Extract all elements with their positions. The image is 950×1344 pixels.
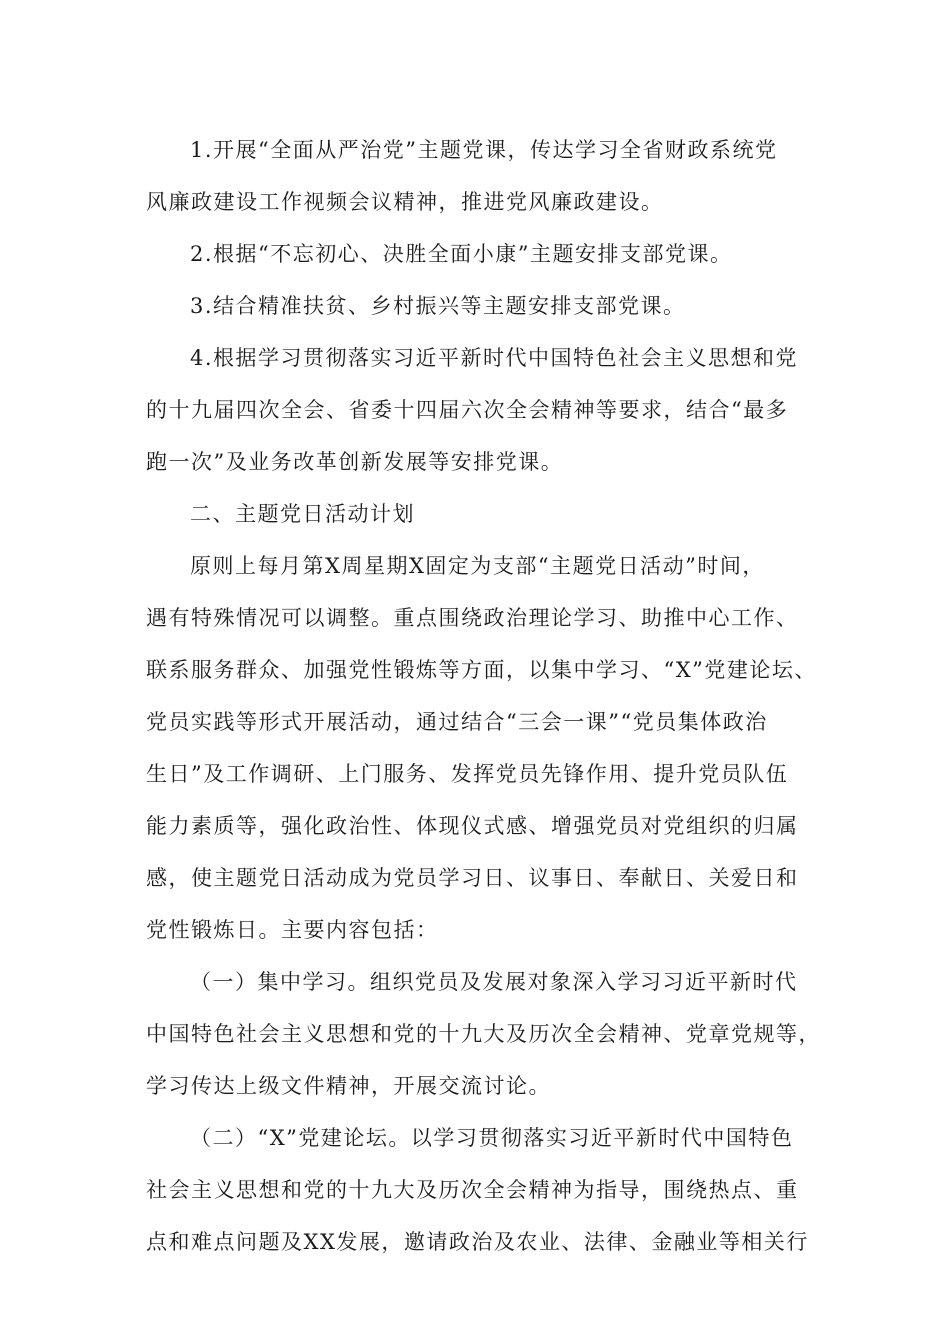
text-line: 中国特色社会主义思想和党的十九大及历次全会精神、党章党规等，	[146, 1022, 821, 1046]
text-line: 风廉政建设工作视频会议精神，推进党风廉政建设。	[146, 190, 664, 214]
text-line: 4.根据学习贯彻落实习近平新时代中国特色社会主义思想和党	[190, 346, 799, 370]
text-line: 点和难点问题及XX发展，邀请政治及农业、法律、金融业等相关行	[146, 1230, 809, 1254]
text-line: （一）集中学习。组织党员及发展对象深入学习习近平新时代	[190, 970, 798, 994]
text-line: 的十九届四次全会、省委十四届六次全会精神等要求，结合“最多	[146, 398, 789, 422]
text-line: 1.开展“全面从严治党”主题党课，传达学习全省财政系统党	[190, 138, 778, 162]
section-heading: 二、主题党日活动计划	[190, 502, 415, 526]
text-line: 2.根据“不忘初心、决胜全面小康”主题安排支部党课。	[190, 242, 733, 266]
text-line: 社会主义思想和党的十九大及历次全会精神为指导，围绕热点、重	[146, 1178, 799, 1202]
text-line: 3.结合精准扶贫、乡村振兴等主题安排支部党课。	[190, 294, 686, 318]
text-line: 原则上每月第X周星期X固定为支部“主题党日活动”时间，	[190, 554, 765, 578]
text-line: 感，使主题党日活动成为党员学习日、议事日、奉献日、关爱日和	[146, 866, 799, 890]
text-line: 党性锻炼日。主要内容包括：	[146, 918, 439, 942]
text-line: 能力素质等，强化政治性、体现仪式感、增强党员对党组织的归属	[146, 814, 799, 838]
text-line: 党员实践等形式开展活动，通过结合“三会一课”“党员集体政治	[146, 710, 768, 734]
text-line: 学习传达上级文件精神，开展交流讨论。	[146, 1074, 551, 1098]
text-line: 遇有特殊情况可以调整。重点围绕政治理论学习、助推中心工作、	[146, 606, 799, 630]
text-line: 联系服务群众、加强党性锻炼等方面，以集中学习、“X”党建论坛、	[146, 658, 817, 682]
text-line: （二）“X”党建论坛。以学习贯彻落实习近平新时代中国特色	[190, 1126, 794, 1150]
text-line: 跑一次”及业务改革创新发展等安排党课。	[146, 450, 564, 474]
text-line: 生日”及工作调研、上门服务、发挥党员先锋作用、提升党员队伍	[146, 762, 789, 786]
